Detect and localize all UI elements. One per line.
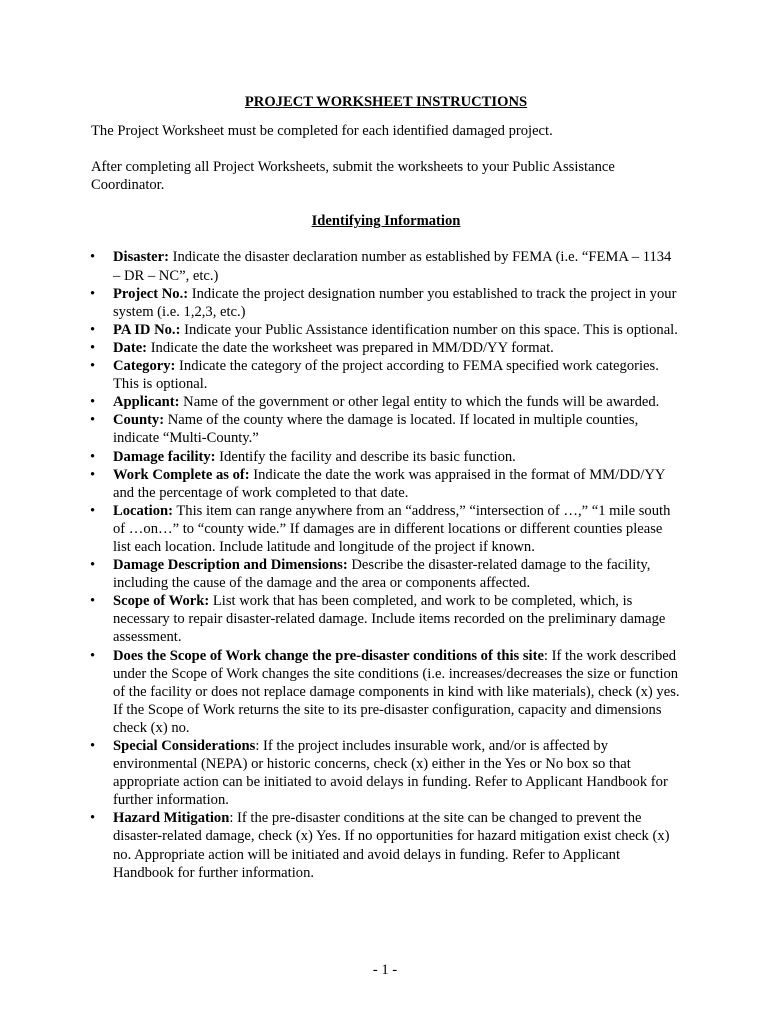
list-item (91, 393, 681, 411)
bullet-icon: • (90, 448, 96, 465)
bullet-icon: • (90, 593, 96, 610)
item-text: Indicate your Public Assistance identification number on this space. This is optional. (180, 321, 678, 338)
item-term: County: (113, 412, 165, 429)
page-number: - 1 - (372, 962, 398, 978)
item-term: Hazard Mitigation (113, 810, 230, 827)
item-text: Indicate the date the worksheet was prepared in MM/DD/YY format. (147, 339, 554, 356)
bullet-icon: • (90, 394, 96, 411)
bullet-icon: • (90, 339, 96, 356)
bullet-icon: • (90, 358, 96, 375)
item-term: Damage facility: (113, 448, 216, 465)
bullet-icon: • (90, 249, 96, 266)
list-item (91, 556, 681, 592)
item-text: This item can range anywhere from an “address,” “intersection of …,” “1 mile south of …on…” to “county wide.” If damages are in different locations or different counties please list each location. Include latitude and longitude of the project if known. (113, 502, 671, 555)
bullet-icon: • (90, 557, 96, 574)
item-term: Work Complete as of: (113, 466, 250, 483)
item-term: Disaster: (113, 249, 169, 266)
item-term: Damage Description and Dimensions: (113, 557, 348, 574)
item-text: : If the work described under the Scope of Work changes the site conditions (i.e. increases/decreases the size or function of the facility or does not replace damage components in kind with like materials), check (x) yes. If the Scope of Work returns the site to its pre-disaster configuration, capacity and dimensions check (x) no. (113, 647, 680, 736)
bullet-icon: • (90, 412, 96, 429)
bullet-icon: • (90, 502, 96, 519)
item-term: Date: (113, 339, 148, 356)
list-item (91, 448, 681, 466)
item-term: Category: (113, 358, 176, 375)
item-text: List work that has been completed, and work to be completed, which, is necessary to repair disaster-related damage. Include items recorded on the preliminary damage assessment. (113, 593, 666, 646)
item-text: Indicate the disaster declaration number as established by FEMA (i.e. “FEMA – 1134 – DR – NC”, etc.) (113, 249, 672, 284)
intro-paragraph-1: The Project Worksheet must be completed for each identified damaged project. (91, 123, 553, 140)
bullet-icon: • (90, 810, 96, 827)
item-term: Scope of Work: (113, 593, 210, 610)
page-content (91, 93, 681, 882)
list-item (91, 592, 681, 646)
item-text: : If the pre-disaster conditions at the site can be changed to prevent the disaster-related damage, check (x) Yes. If no opportunities for hazard mitigation exist check (x) no. Appropriate action will be initiated and avoid delays in funding. Refer to Applicant Handbook for further information. (113, 810, 670, 881)
item-text: Describe the disaster-related damage to the facility, including the cause of the damage and the area or components affected. (113, 557, 651, 592)
bullet-icon: • (90, 285, 96, 302)
document-title: PROJECT WORKSHEET INSTRUCTIONS (244, 94, 528, 110)
list-item (91, 466, 681, 502)
list-item (91, 321, 681, 339)
item-term: Does the Scope of Work change the pre-disaster conditions of this site (113, 647, 544, 664)
list-item (91, 248, 681, 284)
item-term: PA ID No.: (113, 321, 181, 338)
item-text: Identify the facility and describe its basic function. (215, 448, 516, 465)
item-text: : If the project includes insurable work, and/or is affected by environmental (NEPA) or historic concerns, check (x) either in the Yes or No box so that appropriate action can be initiated to avoid delays in funding. Refer to Applicant Handbook for further information. (113, 738, 668, 809)
bullet-icon: • (90, 321, 96, 338)
section-heading: Identifying Information (311, 213, 461, 230)
item-term: Applicant: (113, 394, 180, 411)
intro-paragraph-2: After completing all Project Worksheets, submit the worksheets to your Public Assistance Coordinator. (91, 159, 615, 194)
list-item (91, 809, 681, 881)
item-text: Indicate the project designation number you established to track the project in your system (i.e. 1,2,3, etc.) (113, 285, 677, 320)
list-item (91, 285, 681, 321)
item-term: Location: (113, 502, 173, 519)
list-item (91, 357, 681, 393)
bullet-icon: • (90, 466, 96, 483)
bullet-icon: • (90, 738, 96, 754)
item-term: Project No.: (113, 285, 189, 302)
list-item (91, 737, 681, 809)
list-item (91, 339, 681, 357)
item-text: Indicate the date the work was appraised in the format of MM/DD/YY and the percentage of work completed to that date. (113, 466, 665, 501)
list-item (91, 502, 681, 556)
bullet-icon: • (90, 647, 96, 664)
item-text: Name of the government or other legal entity to which the funds will be awarded. (179, 394, 660, 411)
item-text: Indicate the category of the project according to FEMA specified work categories. This is optional. (113, 358, 659, 393)
list-item (91, 411, 681, 447)
item-text: Name of the county where the damage is located. If located in multiple counties, indicate “Multi-County.” (113, 412, 639, 447)
list-item (91, 647, 681, 737)
item-term: Special Considerations (113, 738, 256, 754)
instruction-list (91, 248, 681, 881)
